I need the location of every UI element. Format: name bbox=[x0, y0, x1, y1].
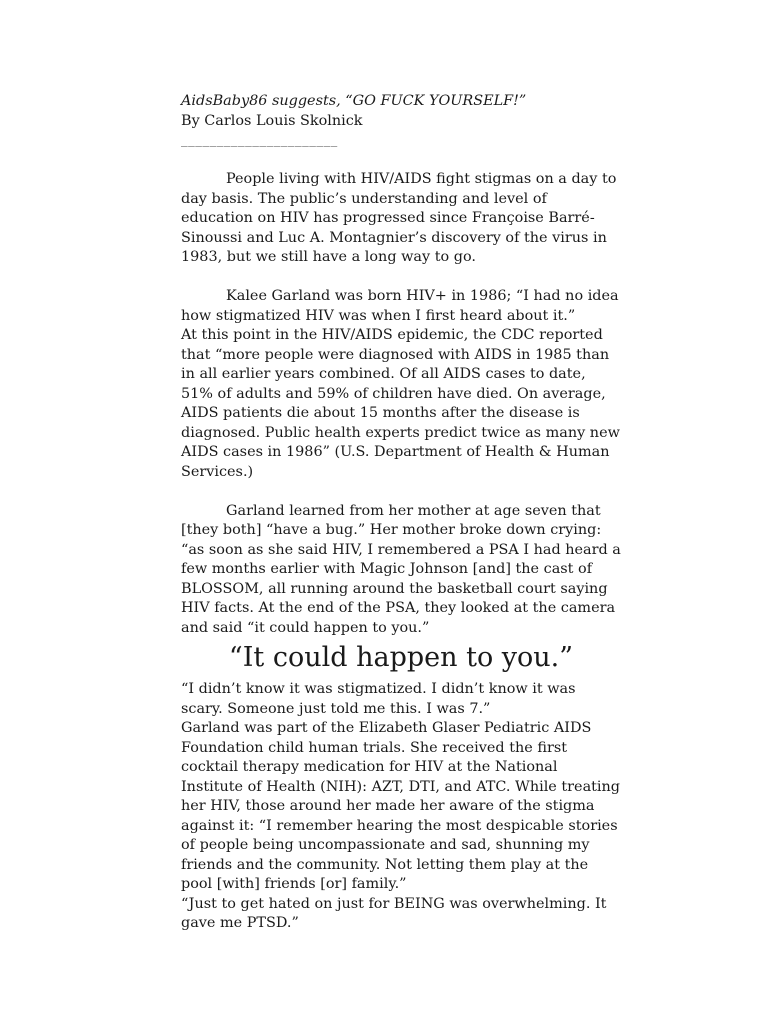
paragraph-trials: Garland was part of the Elizabeth Glaser Pediatric AIDS Foundation child human trials. She received the first cocktail therapy medication for HIV at the National Institute of Health (NIH): AZT, DTI, and ATC. While treating her HIV, those around her made her aware of the stigma against it: “I remember hearing the most despicable stories of people being uncompassionate and sad, shunning my friends and the community. Not letting them play at the pool [with] friends [or] family.” bbox=[181, 720, 621, 892]
article bbox=[181, 92, 621, 934]
pull-quote: “It could happen to you.” bbox=[228, 642, 574, 673]
paragraph-kalee-born: Kalee Garland was born HIV+ in 1986; “I had no idea how stigmatized HIV was when I first heard about it.” bbox=[181, 288, 619, 324]
spacer bbox=[181, 151, 621, 171]
paragraph-quote-age-seven: “I didn’t know it was stigmatized. I didn’t know it was scary. Someone just told me this. I was 7.” bbox=[181, 681, 576, 717]
article-byline: By Carlos Louis Skolnick bbox=[181, 112, 363, 129]
title-divider: ______________________ bbox=[181, 134, 338, 147]
paragraph-ptsd: “Just to get hated on just for BEING was overwhelming. It gave me PTSD.” bbox=[181, 895, 607, 931]
spacer bbox=[181, 268, 621, 288]
paragraph-cdc-report: At this point in the HIV/AIDS epidemic, the CDC reported that “more people were diagnosed with AIDS in 1985 than in all earlier years combined. Of all AIDS cases to date, 51% of adults and 59% of children have died. On average, AIDS patients die about 15 months after the disease is diagnosed. Public health experts predict twice as many new AIDS cases in 1986” (U.S. Department of Health & Human Services.) bbox=[181, 327, 620, 480]
spacer bbox=[181, 482, 621, 502]
article-title: AidsBaby86 suggests, “GO FUCK YOURSELF!” bbox=[181, 93, 527, 109]
paragraph-intro: People living with HIV/AIDS fight stigmas on a day to day basis. The public’s understanding and level of education on HIV has progressed since Françoise Barré-Sinoussi and Luc A. Montagnier’s discovery of the virus in 1983, but we still have a long way to go. bbox=[181, 171, 617, 265]
paragraph-mother: Garland learned from her mother at age seven that [they both] “have a bug.” Her mother broke down crying: “as soon as she said HIV, I remembered a PSA I had heard a few months earlier with Magic Johnson [and] the cast of BLOSSOM, all running around the basketball court saying HIV facts. At the end of the PSA, they looked at the camera and said “it could happen to you.” bbox=[181, 502, 621, 636]
